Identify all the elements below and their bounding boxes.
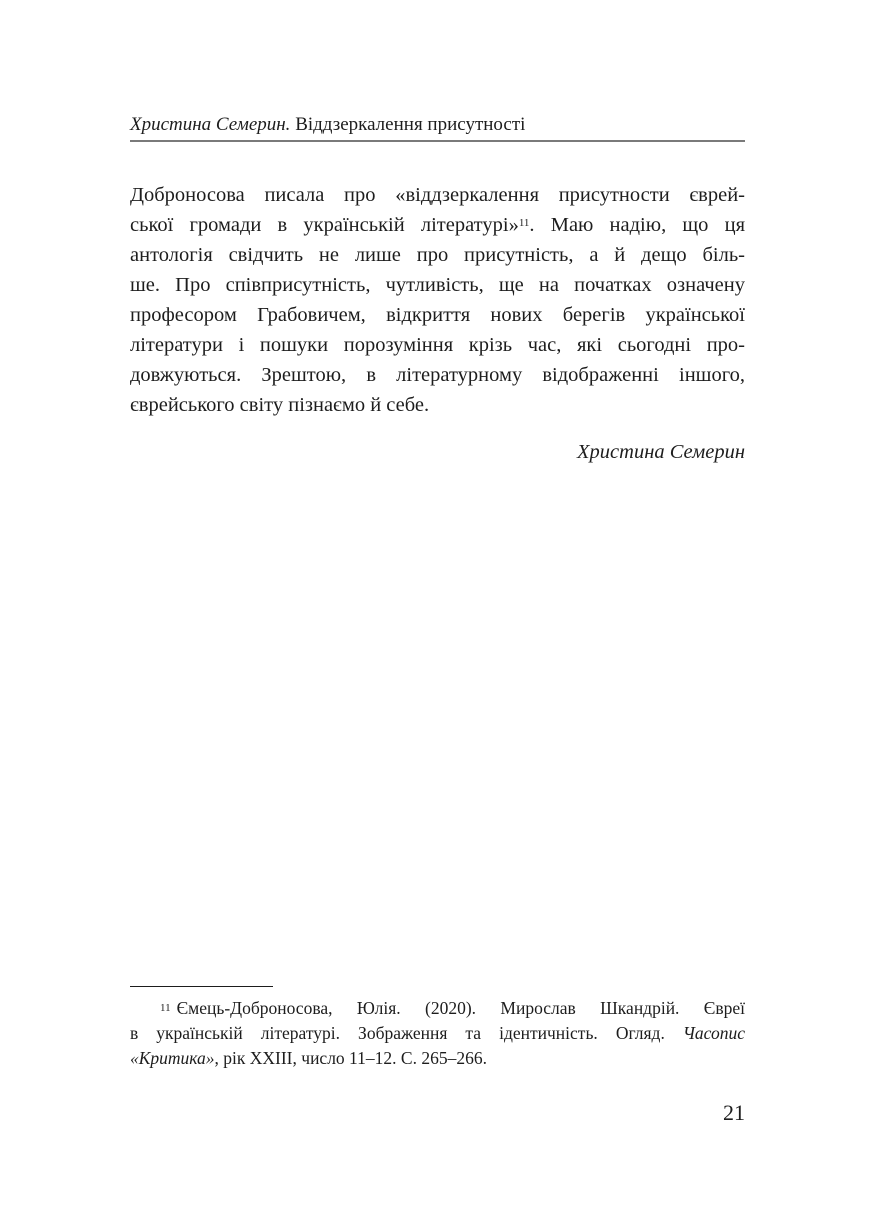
author-signature: Христина Семерин xyxy=(577,441,745,463)
footnote-journal: «Критика» xyxy=(130,1048,215,1068)
footnote-text: в українській літературі. Зображення та ідентичність. Огляд. xyxy=(130,1023,683,1043)
text-fragment: ської громади в українській літературі» xyxy=(130,214,519,236)
text-line: довжуються. Зрештою, в літературному відображенні іншого, xyxy=(130,364,745,386)
footnote-line xyxy=(130,1021,745,1046)
text-line: професором Грабовичем, відкриття нових берегів української xyxy=(130,304,745,326)
text-fragment: . Маю надію, що ця xyxy=(529,214,746,236)
page-number: 21 xyxy=(723,1100,745,1125)
running-head-author: Христина Семерин. xyxy=(130,114,291,135)
footnote-journal: Часопис xyxy=(682,1023,745,1043)
footnote-reference[interactable]: 11 xyxy=(518,217,530,229)
body-paragraph xyxy=(130,180,745,420)
footnote-line xyxy=(130,996,745,1021)
text-line: ше. Про співприсутність, чутливість, ще на початках означену xyxy=(130,274,745,296)
footnote-text: , рік XXIII, число 11–12. С. 265–266. xyxy=(214,1048,487,1068)
footnote-divider xyxy=(130,986,273,987)
footnote-text: Ємець-Доброносова, Юлія. (2020). Мирослав Шкандрій. Євреї xyxy=(176,998,745,1018)
text-line xyxy=(130,210,745,240)
text-line: антологія свідчить не лише про присутність, а й дещо біль- xyxy=(130,244,745,266)
text-line: літератури і пошуки порозуміння крізь час, які сьогодні про- xyxy=(130,334,745,356)
footnote xyxy=(130,996,745,1071)
text-line: єврейського світу пізнаємо й себе. xyxy=(130,394,430,416)
footnote-line xyxy=(130,1046,745,1071)
running-head xyxy=(130,113,745,137)
footnote-number: 11 xyxy=(160,1002,171,1014)
text-line: Доброносова писала про «віддзеркалення присутности єврей- xyxy=(130,184,745,206)
running-head-title: Віддзеркалення присутності xyxy=(290,114,526,135)
header-divider xyxy=(130,140,745,142)
